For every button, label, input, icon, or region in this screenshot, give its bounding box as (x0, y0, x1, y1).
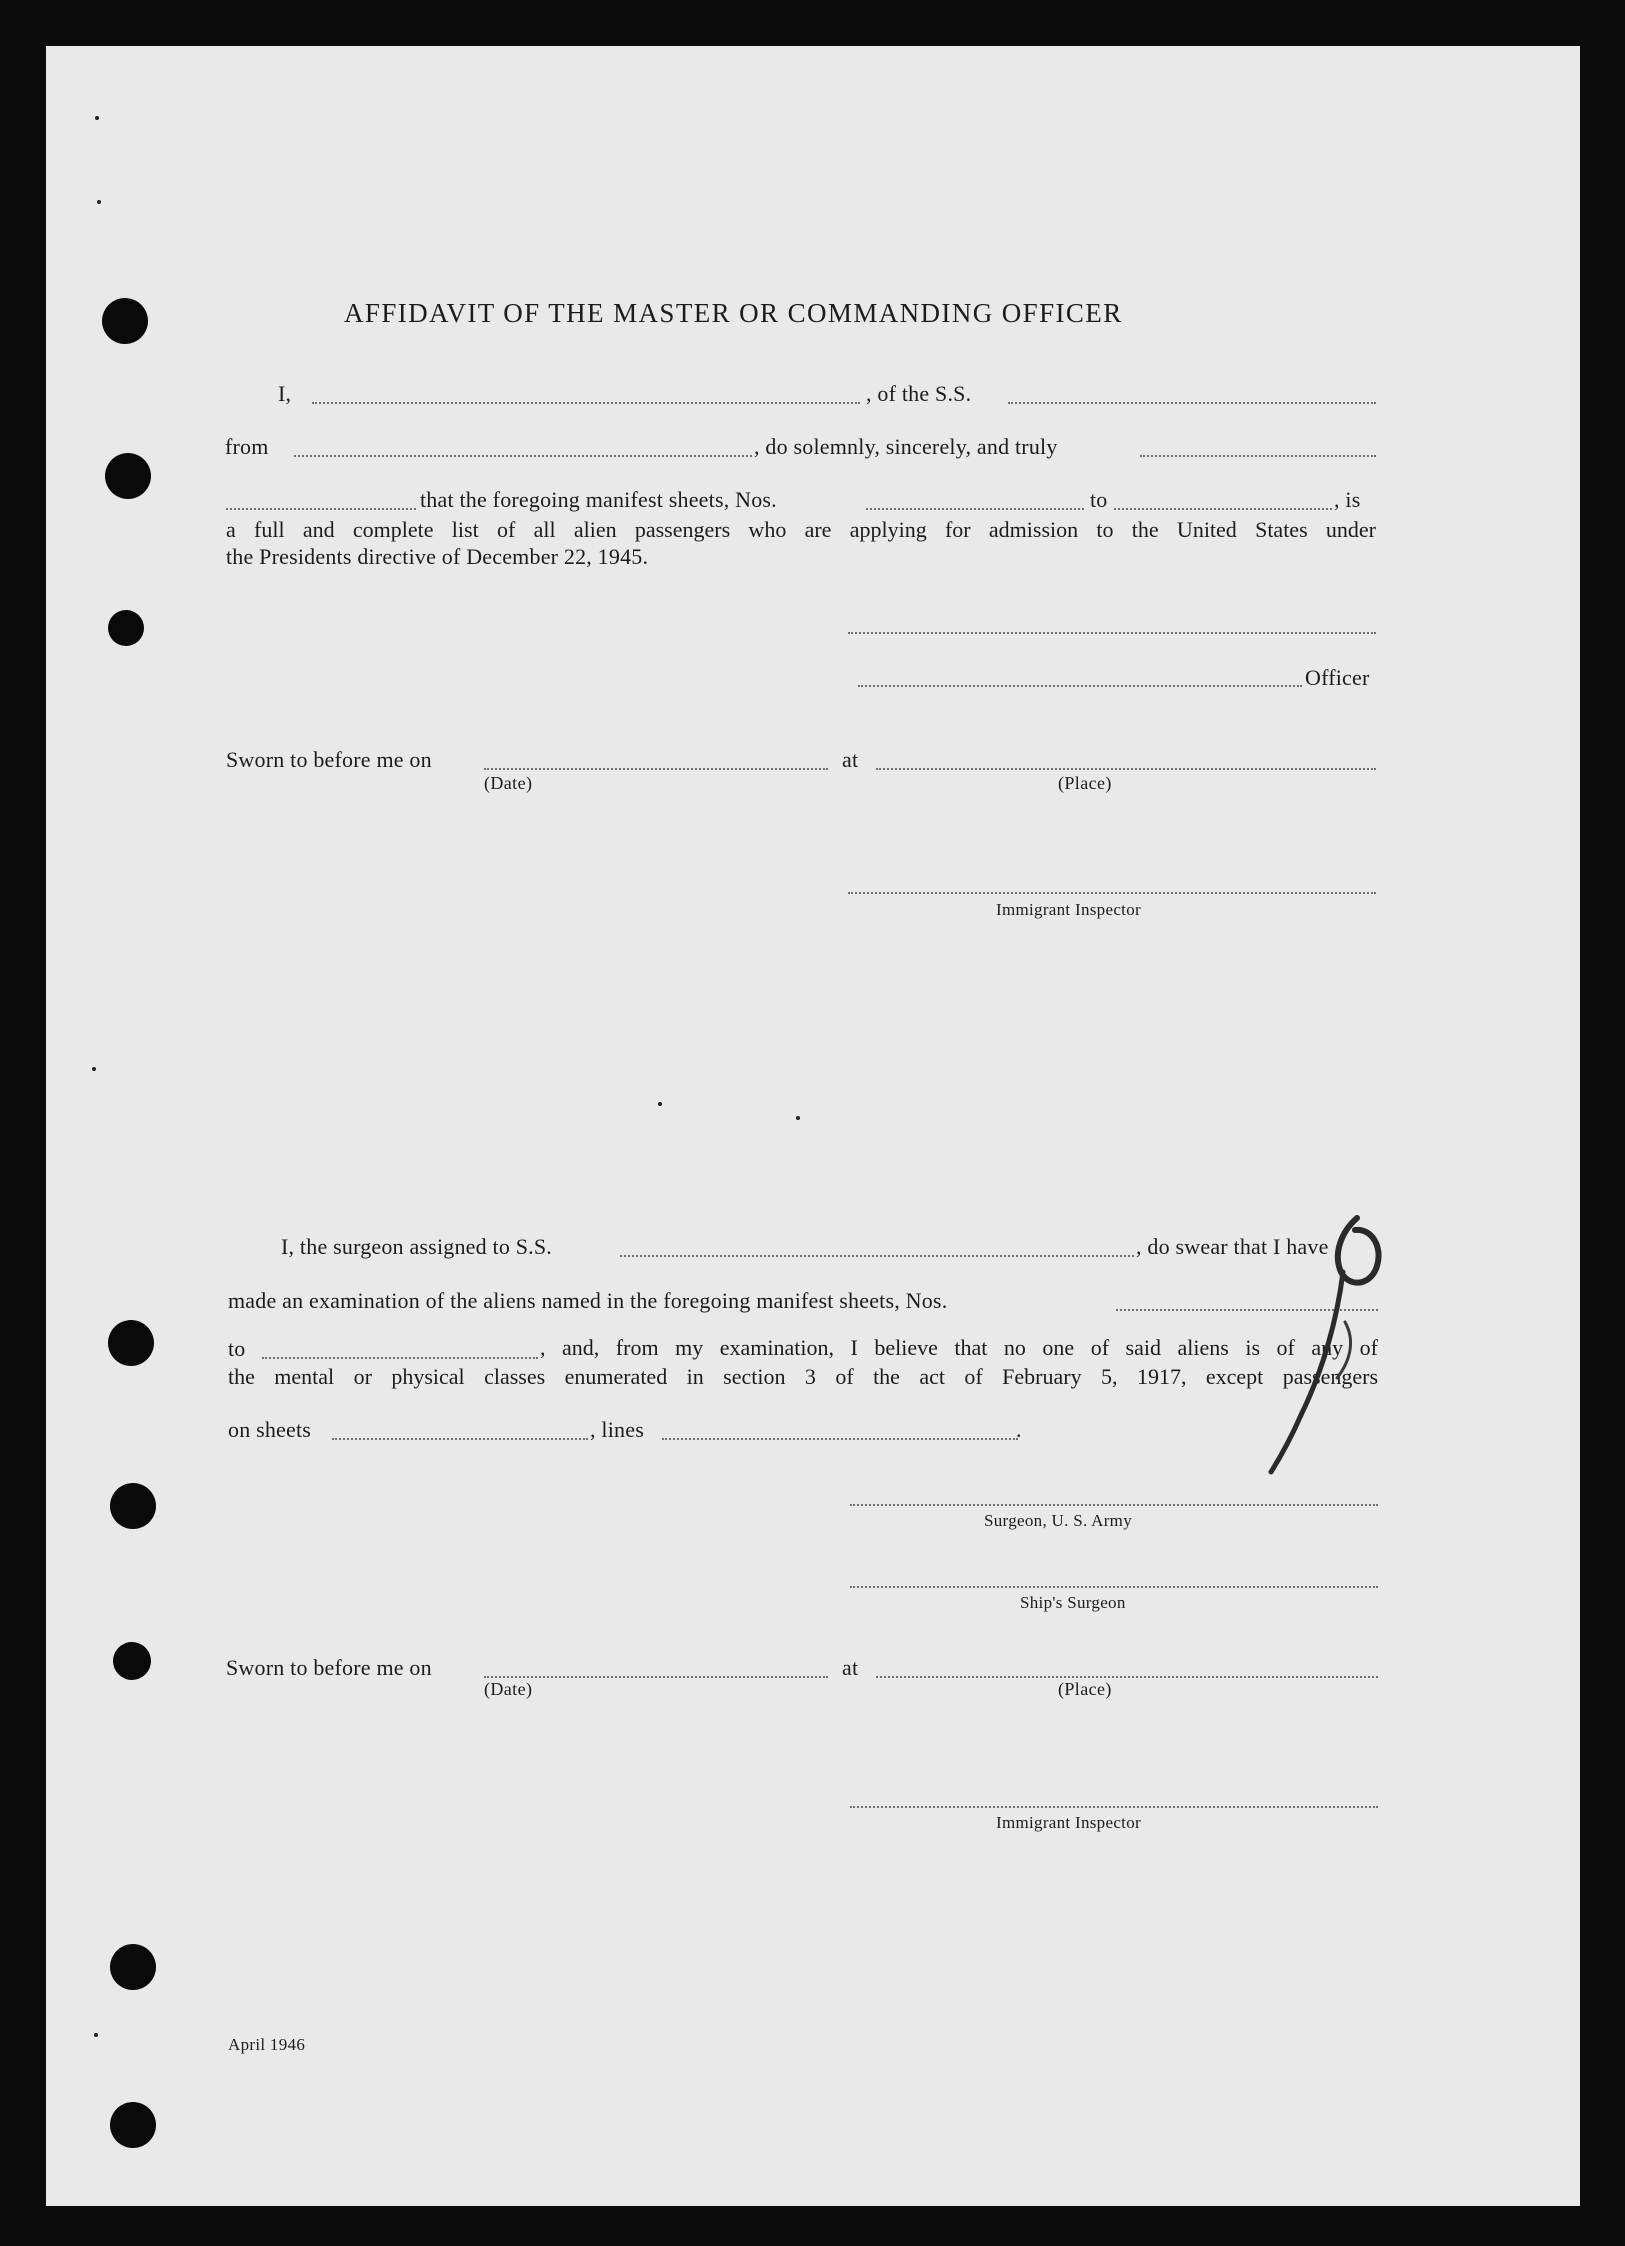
sworn1-place-field[interactable] (876, 768, 1376, 770)
sworn2-place-caption: (Place) (1058, 1679, 1112, 1699)
form-title: AFFIDAVIT OF THE MASTER OR COMMANDING OFFICER (344, 298, 1123, 328)
exception-lines-field[interactable] (662, 1438, 1018, 1440)
master-line1-ship-label: , of the S.S. (866, 381, 972, 406)
sworn1-at: at (842, 747, 859, 772)
speck (95, 116, 99, 120)
surgeon-ship-field[interactable] (620, 1255, 1134, 1257)
binder-hole (102, 298, 148, 344)
handwritten-mark (1205, 1210, 1390, 1480)
sworn2-label: Sworn to before me on (226, 1655, 432, 1680)
form-revision-date: April 1946 (228, 2035, 306, 2054)
army-surgeon-signature-field[interactable] (850, 1504, 1378, 1506)
binder-hole (110, 1944, 156, 1990)
surgeon-line5-sheets: on sheets (228, 1417, 312, 1442)
inspector1-signature-field[interactable] (848, 892, 1376, 894)
master-line3-to: to (1090, 487, 1108, 512)
master-name-field[interactable] (312, 402, 860, 404)
sworn2-date-caption: (Date) (484, 1679, 533, 1699)
from-port-field[interactable] (294, 455, 752, 457)
speck (97, 200, 101, 204)
binder-hole (108, 610, 144, 646)
binder-hole (108, 1320, 154, 1366)
ship-surgeon-label: Ship's Surgeon (1020, 1593, 1126, 1612)
master-line5: the Presidents directive of December 22, 1945. (226, 544, 649, 569)
binder-hole (110, 1483, 156, 1529)
surgeon-line5-period: . (1016, 1417, 1022, 1442)
declare-field[interactable] (226, 508, 416, 510)
ship-name-field[interactable] (1008, 402, 1376, 404)
binder-hole (110, 2102, 156, 2148)
sworn1-place-caption: (Place) (1058, 773, 1112, 793)
sheet-no-from-field[interactable] (866, 508, 1084, 510)
surgeon-line1-end: , do swear that I have (1136, 1234, 1329, 1259)
speck (94, 2033, 98, 2037)
surgeon-line4: the mental or physical classes enumerated in section 3 of the act of February 5, 1917, except passengers (228, 1364, 1378, 1389)
exception-sheets-field[interactable] (332, 1438, 588, 1440)
binder-hole (113, 1642, 151, 1680)
officer-field[interactable] (858, 685, 1302, 687)
surgeon-line3-to: to (228, 1336, 246, 1361)
oath-word-field[interactable] (1140, 455, 1376, 457)
speck (796, 1116, 800, 1120)
sheet-no-to-field[interactable] (1114, 508, 1332, 510)
master-line1-i: I, (278, 381, 292, 406)
master-line2-sworn: , do solemnly, sincerely, and truly (754, 434, 1058, 459)
surgeon-sheet-to-field[interactable] (262, 1357, 538, 1359)
army-surgeon-label: Surgeon, U. S. Army (984, 1511, 1133, 1530)
inspector1-label: Immigrant Inspector (996, 900, 1141, 919)
sworn1-label: Sworn to before me on (226, 747, 432, 772)
master-line3-is: , is (1334, 487, 1361, 512)
inspector2-label: Immigrant Inspector (996, 1813, 1141, 1832)
sworn1-date-caption: (Date) (484, 773, 533, 793)
sworn2-date-field[interactable] (484, 1676, 828, 1678)
speck (92, 1067, 96, 1071)
surgeon-line5-lines: , lines (590, 1417, 644, 1442)
sworn2-place-field[interactable] (876, 1676, 1378, 1678)
binder-hole (105, 453, 151, 499)
form-sheet (46, 46, 1580, 2206)
inspector2-signature-field[interactable] (850, 1806, 1378, 1808)
surgeon-line3-rest: , and, from my examination, I believe that no one of said aliens is of any of (540, 1335, 1378, 1360)
sworn2-at: at (842, 1655, 859, 1680)
master-signature-field[interactable] (848, 632, 1376, 634)
officer-label: Officer (1305, 665, 1370, 690)
ship-surgeon-signature-field[interactable] (850, 1586, 1378, 1588)
master-line2-from: from (225, 434, 269, 459)
speck (658, 1102, 662, 1106)
surgeon-line1-start: I, the surgeon assigned to S.S. (281, 1234, 553, 1259)
surgeon-line2: made an examination of the aliens named in the foregoing manifest sheets, Nos. (228, 1288, 948, 1313)
sworn1-date-field[interactable] (484, 768, 828, 770)
master-line3-foregoing: that the foregoing manifest sheets, Nos. (420, 487, 777, 512)
master-line4: a full and complete list of all alien passengers who are applying for admission to the United States under (226, 517, 1376, 542)
